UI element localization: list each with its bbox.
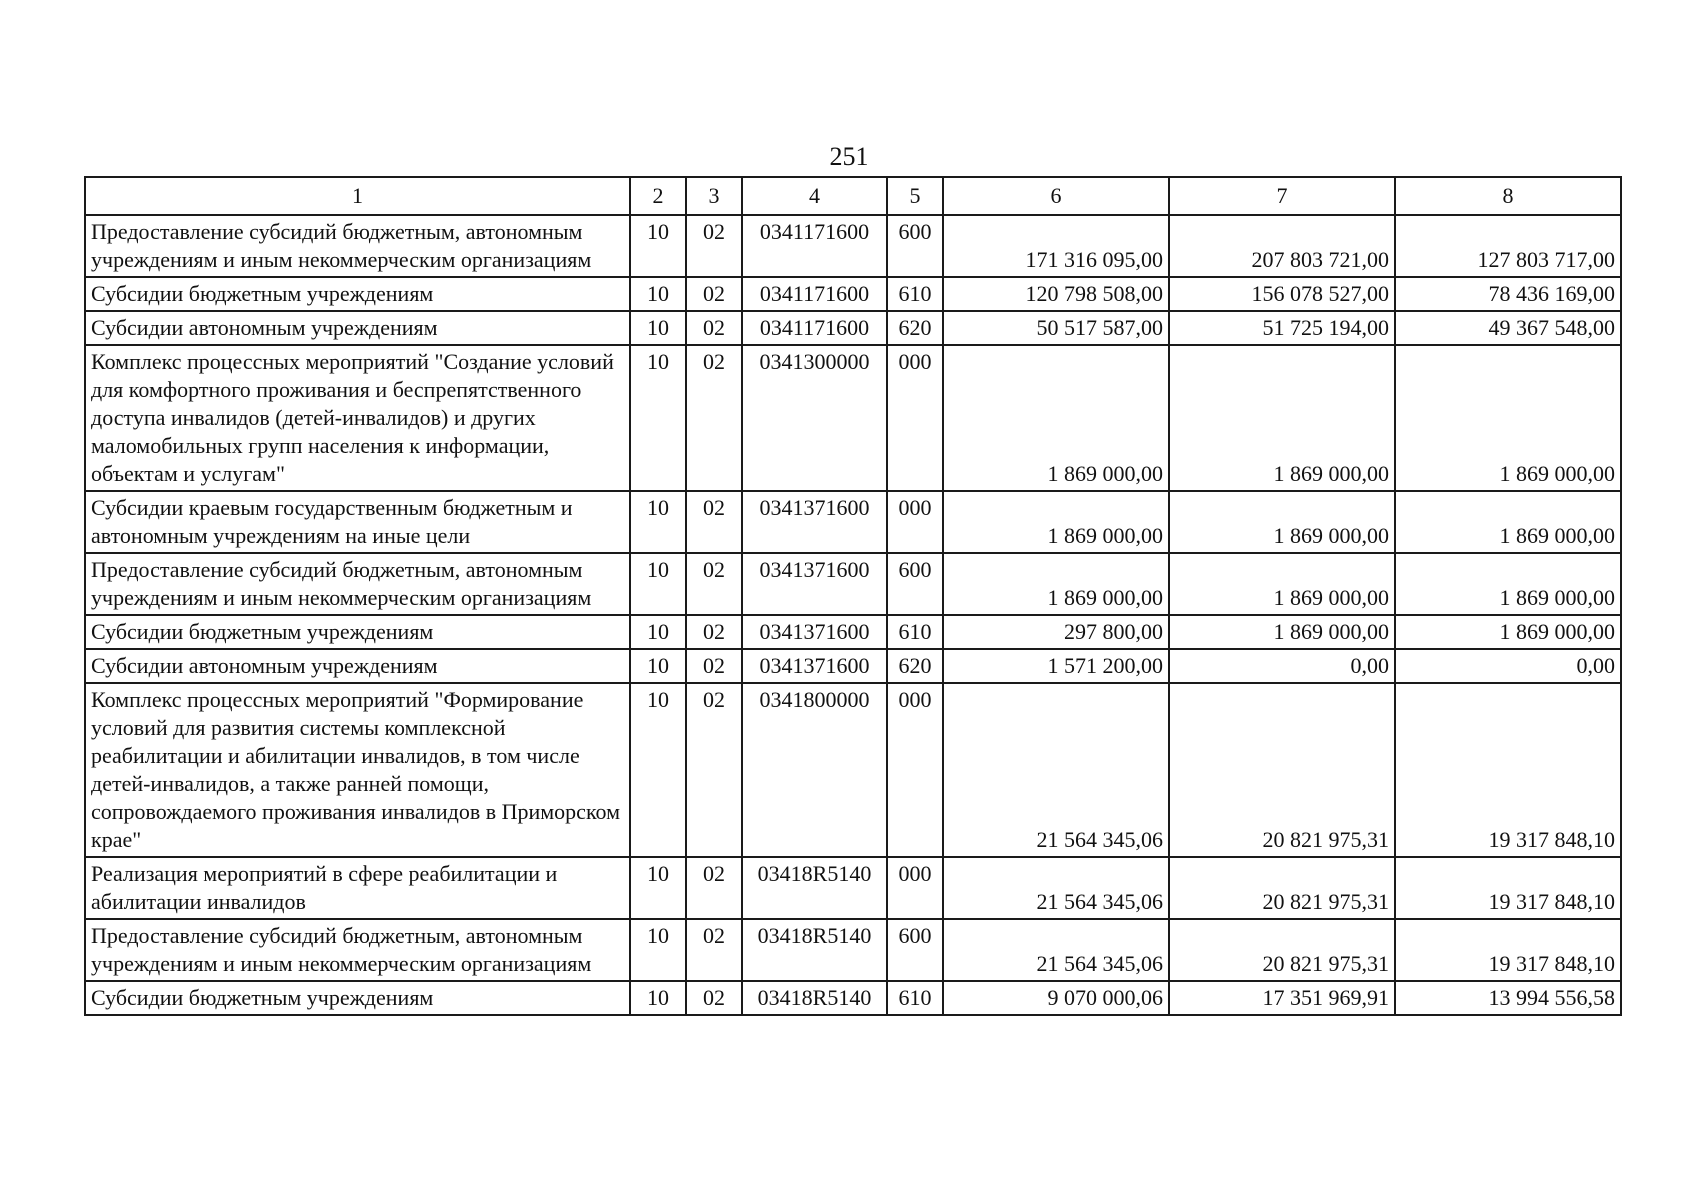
- row-subsection: 02: [686, 981, 742, 1015]
- row-amount-col7: 1 869 000,00: [1169, 553, 1395, 615]
- header-row: [85, 177, 1621, 215]
- table-row: [85, 683, 1621, 857]
- row-amount-col8: 1 869 000,00: [1395, 553, 1621, 615]
- row-expense-type: 000: [887, 683, 943, 857]
- row-name: Субсидии автономным учреждениям: [85, 311, 630, 345]
- table-row: [85, 215, 1621, 277]
- header-col-8: 8: [1395, 177, 1621, 215]
- header-col-3: 3: [686, 177, 742, 215]
- row-target-code: 0341371600: [742, 491, 887, 553]
- row-amount-col7: 1 869 000,00: [1169, 491, 1395, 553]
- row-section: 10: [630, 311, 686, 345]
- row-target-code: 0341171600: [742, 277, 887, 311]
- table-row: [85, 277, 1621, 311]
- row-amount-col7: 17 351 969,91: [1169, 981, 1395, 1015]
- row-expense-type: 000: [887, 857, 943, 919]
- row-amount-col7: 1 869 000,00: [1169, 345, 1395, 491]
- row-amount-col7: 20 821 975,31: [1169, 683, 1395, 857]
- row-subsection: 02: [686, 553, 742, 615]
- table-row: [85, 345, 1621, 491]
- row-amount-col7: 0,00: [1169, 649, 1395, 683]
- row-section: 10: [630, 981, 686, 1015]
- row-amount-col6: 9 070 000,06: [943, 981, 1169, 1015]
- row-amount-col6: 21 564 345,06: [943, 857, 1169, 919]
- row-target-code: 0341800000: [742, 683, 887, 857]
- table-row: [85, 311, 1621, 345]
- row-amount-col8: 78 436 169,00: [1395, 277, 1621, 311]
- row-subsection: 02: [686, 649, 742, 683]
- row-expense-type: 600: [887, 215, 943, 277]
- row-amount-col8: 127 803 717,00: [1395, 215, 1621, 277]
- row-name: Субсидии бюджетным учреждениям: [85, 981, 630, 1015]
- row-target-code: 03418R5140: [742, 857, 887, 919]
- header-col-1: 1: [85, 177, 630, 215]
- row-name: Субсидии бюджетным учреждениям: [85, 615, 630, 649]
- row-subsection: 02: [686, 215, 742, 277]
- row-amount-col7: 156 078 527,00: [1169, 277, 1395, 311]
- row-expense-type: 610: [887, 277, 943, 311]
- row-expense-type: 600: [887, 919, 943, 981]
- row-section: 10: [630, 491, 686, 553]
- row-amount-col8: 0,00: [1395, 649, 1621, 683]
- row-subsection: 02: [686, 311, 742, 345]
- table-row: [85, 491, 1621, 553]
- table-row: [85, 649, 1621, 683]
- row-amount-col6: 21 564 345,06: [943, 683, 1169, 857]
- header-col-5: 5: [887, 177, 943, 215]
- row-subsection: 02: [686, 683, 742, 857]
- row-amount-col8: 19 317 848,10: [1395, 857, 1621, 919]
- row-subsection: 02: [686, 857, 742, 919]
- row-expense-type: 000: [887, 491, 943, 553]
- row-amount-col8: 19 317 848,10: [1395, 683, 1621, 857]
- row-expense-type: 610: [887, 981, 943, 1015]
- row-amount-col7: 207 803 721,00: [1169, 215, 1395, 277]
- row-expense-type: 610: [887, 615, 943, 649]
- row-amount-col6: 1 869 000,00: [943, 345, 1169, 491]
- row-amount-col6: 120 798 508,00: [943, 277, 1169, 311]
- table-row: [85, 981, 1621, 1015]
- row-amount-col7: 51 725 194,00: [1169, 311, 1395, 345]
- row-expense-type: 600: [887, 553, 943, 615]
- row-amount-col8: 13 994 556,58: [1395, 981, 1621, 1015]
- row-target-code: 0341371600: [742, 553, 887, 615]
- row-name: Комплекс процессных мероприятий "Формирование условий для развития системы комплексной реабилитации и абилитации инвалидов, в том числе детей-инвалидов, а также ранней помощи, сопровождаемого проживания инвалидов в Приморском крае": [85, 683, 630, 857]
- row-amount-col6: 1 869 000,00: [943, 553, 1169, 615]
- row-section: 10: [630, 553, 686, 615]
- row-subsection: 02: [686, 491, 742, 553]
- row-subsection: 02: [686, 277, 742, 311]
- row-amount-col6: 21 564 345,06: [943, 919, 1169, 981]
- row-expense-type: 620: [887, 649, 943, 683]
- row-name: Субсидии автономным учреждениям: [85, 649, 630, 683]
- row-amount-col6: 50 517 587,00: [943, 311, 1169, 345]
- row-amount-col7: 1 869 000,00: [1169, 615, 1395, 649]
- row-section: 10: [630, 615, 686, 649]
- row-target-code: 0341171600: [742, 311, 887, 345]
- page-number: 251: [829, 142, 869, 171]
- header-col-4: 4: [742, 177, 887, 215]
- row-amount-col8: 1 869 000,00: [1395, 615, 1621, 649]
- row-amount-col6: 171 316 095,00: [943, 215, 1169, 277]
- row-target-code: 0341371600: [742, 649, 887, 683]
- row-target-code: 0341171600: [742, 215, 887, 277]
- table-row: [85, 919, 1621, 981]
- table-row: [85, 857, 1621, 919]
- header-col-6: 6: [943, 177, 1169, 215]
- row-section: 10: [630, 649, 686, 683]
- row-section: 10: [630, 683, 686, 857]
- row-amount-col8: 49 367 548,00: [1395, 311, 1621, 345]
- row-name: Предоставление субсидий бюджетным, автономным учреждениям и иным некоммерческим организациям: [85, 215, 630, 277]
- row-section: 10: [630, 215, 686, 277]
- row-section: 10: [630, 277, 686, 311]
- row-name: Предоставление субсидий бюджетным, автономным учреждениям и иным некоммерческим организациям: [85, 553, 630, 615]
- row-section: 10: [630, 919, 686, 981]
- budget-table: [84, 176, 1622, 1016]
- row-amount-col8: 19 317 848,10: [1395, 919, 1621, 981]
- row-expense-type: 000: [887, 345, 943, 491]
- row-section: 10: [630, 857, 686, 919]
- row-amount-col6: 1 869 000,00: [943, 491, 1169, 553]
- row-name: Субсидии бюджетным учреждениям: [85, 277, 630, 311]
- row-amount-col8: 1 869 000,00: [1395, 491, 1621, 553]
- row-subsection: 02: [686, 345, 742, 491]
- header-col-2: 2: [630, 177, 686, 215]
- row-amount-col6: 297 800,00: [943, 615, 1169, 649]
- row-amount-col8: 1 869 000,00: [1395, 345, 1621, 491]
- table-row: [85, 553, 1621, 615]
- row-subsection: 02: [686, 919, 742, 981]
- row-target-code: 0341300000: [742, 345, 887, 491]
- row-target-code: 0341371600: [742, 615, 887, 649]
- row-subsection: 02: [686, 615, 742, 649]
- row-target-code: 03418R5140: [742, 919, 887, 981]
- row-name: Комплекс процессных мероприятий "Создание условий для комфортного проживания и беспрепятственного доступа инвалидов (детей-инвалидов) и других маломобильных групп населения к информации, объектам и услугам": [85, 345, 630, 491]
- row-target-code: 03418R5140: [742, 981, 887, 1015]
- row-name: Предоставление субсидий бюджетным, автономным учреждениям и иным некоммерческим организациям: [85, 919, 630, 981]
- header-col-7: 7: [1169, 177, 1395, 215]
- row-name: Реализация мероприятий в сфере реабилитации и абилитации инвалидов: [85, 857, 630, 919]
- row-expense-type: 620: [887, 311, 943, 345]
- row-amount-col7: 20 821 975,31: [1169, 919, 1395, 981]
- row-amount-col7: 20 821 975,31: [1169, 857, 1395, 919]
- row-amount-col6: 1 571 200,00: [943, 649, 1169, 683]
- table-row: [85, 615, 1621, 649]
- row-name: Субсидии краевым государственным бюджетным и автономным учреждениям на иные цели: [85, 491, 630, 553]
- row-section: 10: [630, 345, 686, 491]
